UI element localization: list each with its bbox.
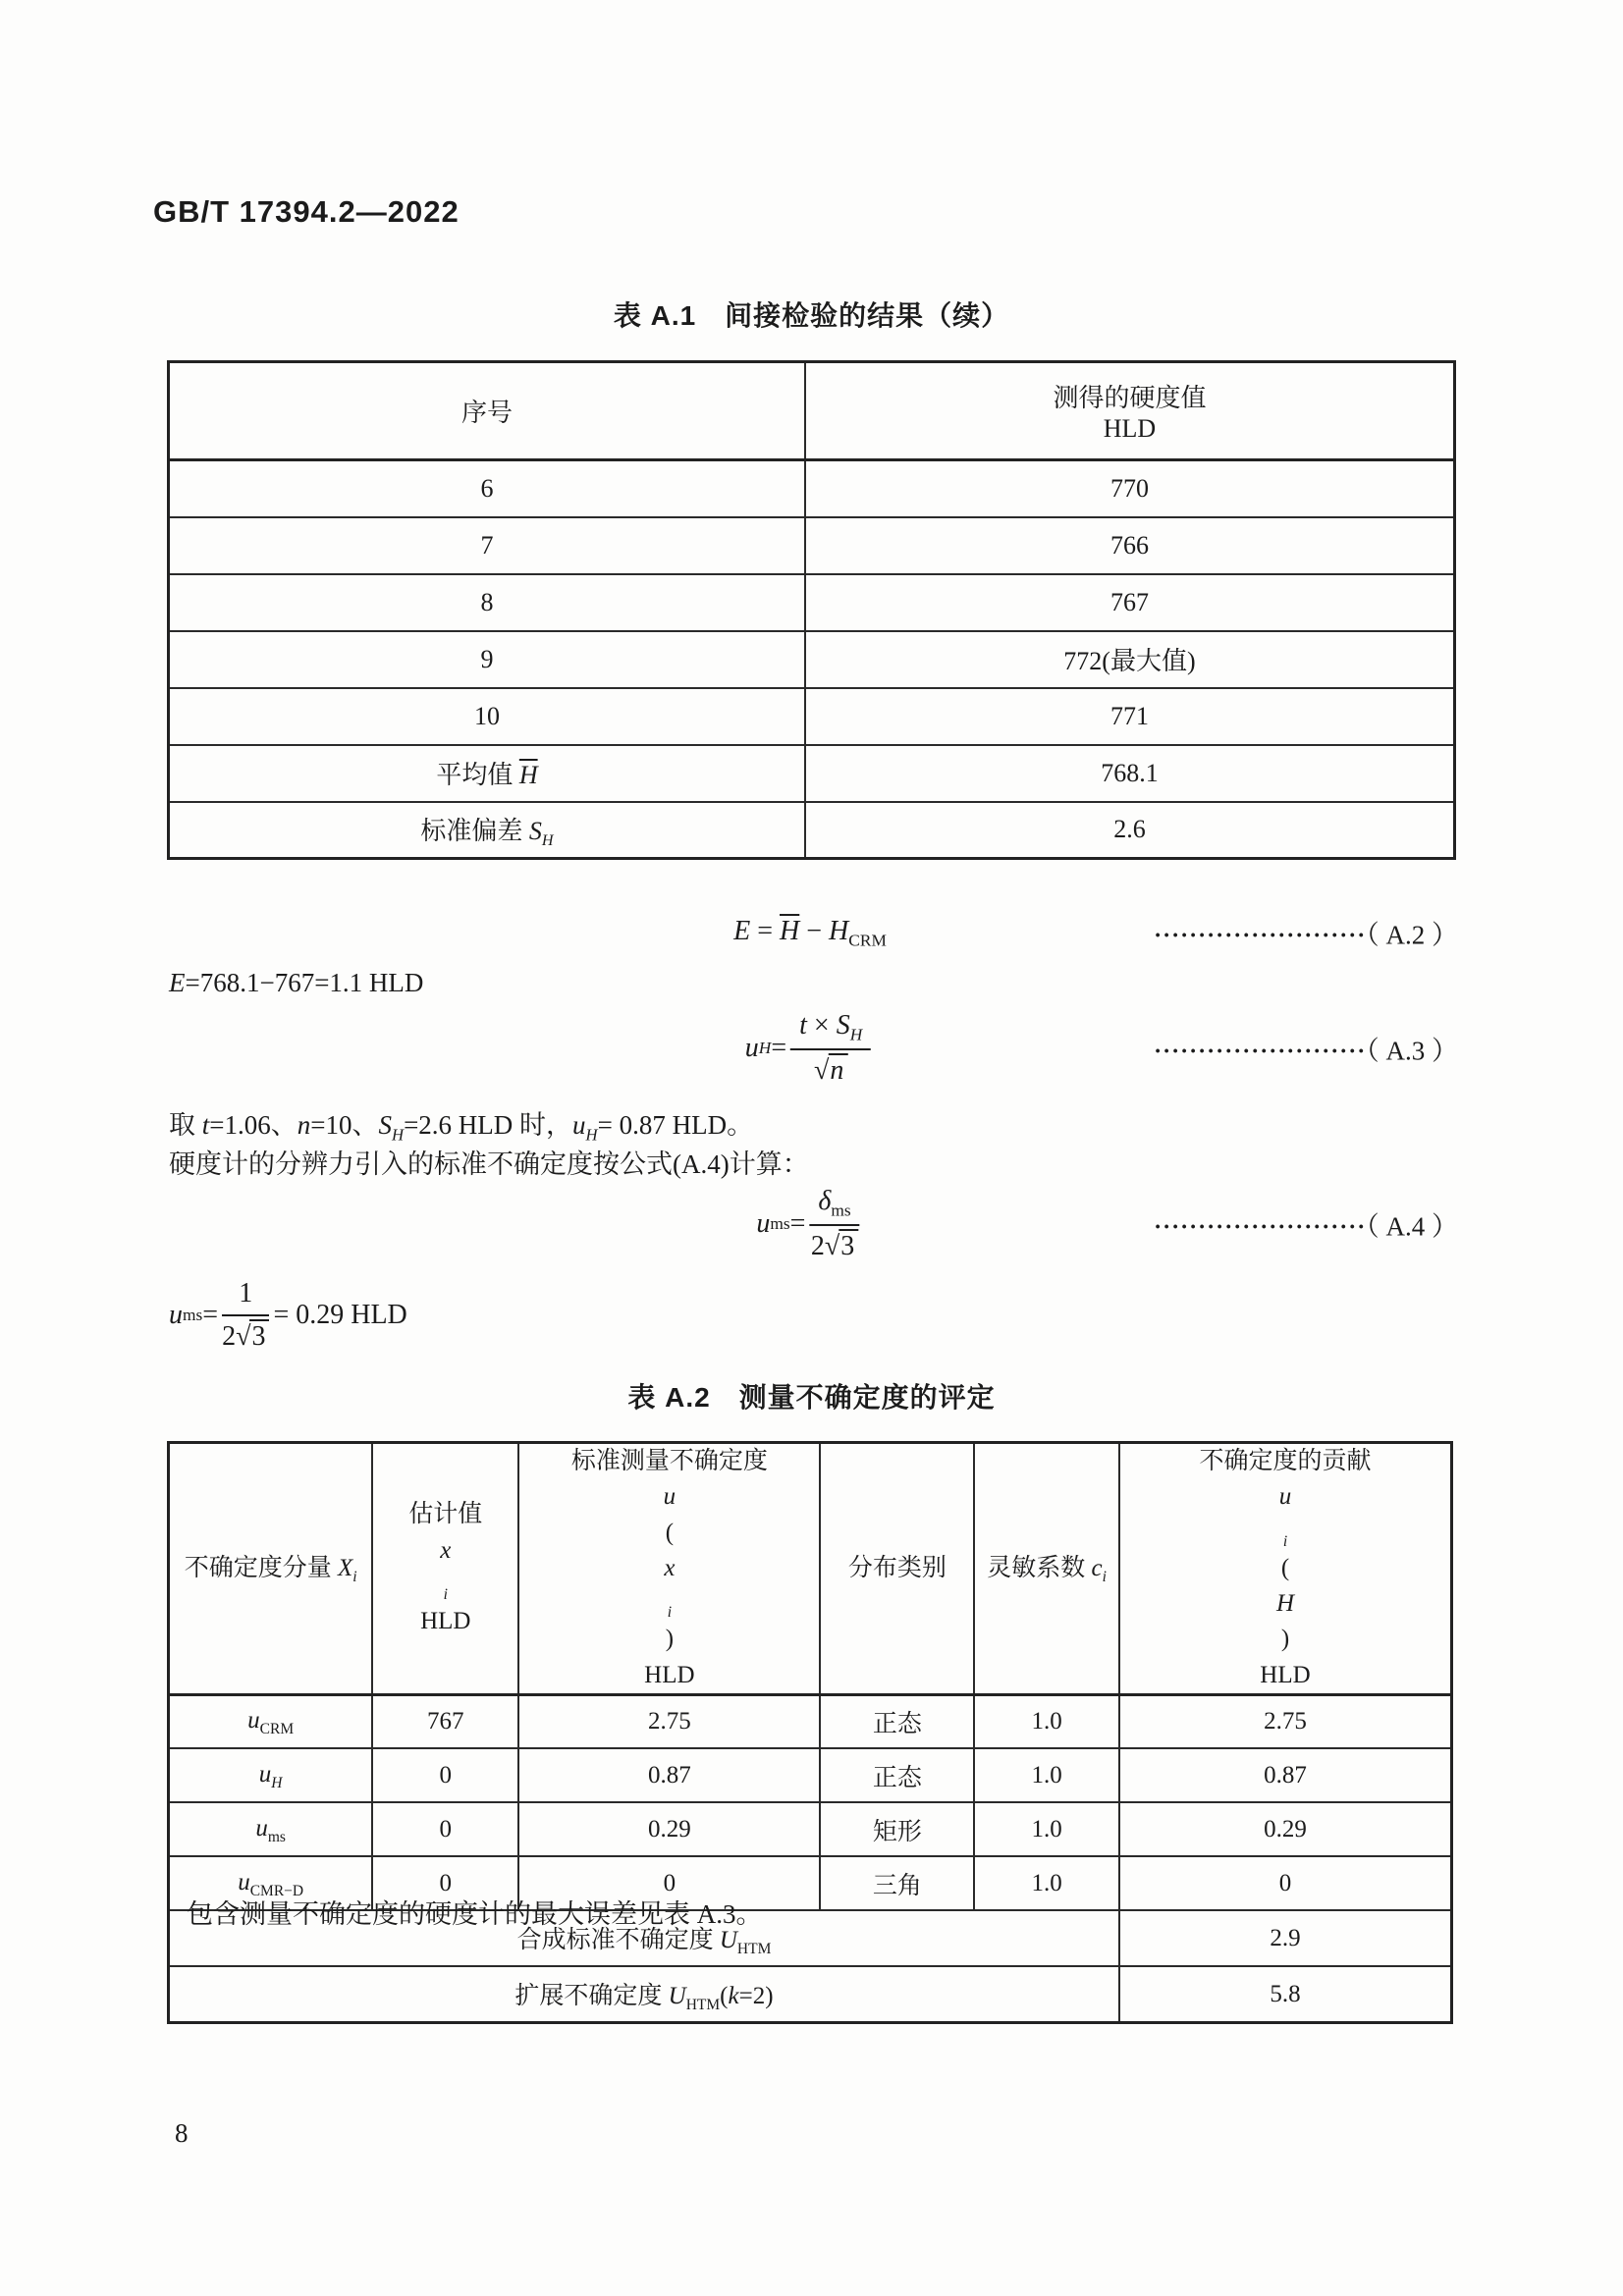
estimate-value: 767 — [372, 1694, 518, 1748]
fraction-numerator — [809, 1186, 859, 1226]
equation-a4 — [756, 1186, 863, 1262]
eq-var-sub: i — [1282, 1532, 1288, 1550]
component-symbol — [169, 1802, 373, 1856]
std-dev-row — [169, 802, 1455, 859]
leader-dots: ························ — [1154, 1039, 1367, 1065]
radicand: 3 — [839, 1229, 858, 1261]
eq-var: u — [744, 1032, 759, 1063]
eq-var: t — [799, 1010, 807, 1041]
col-header-component — [169, 1443, 373, 1695]
label-text: 合成标准不确定度 — [516, 1927, 720, 1953]
fraction-numerator — [222, 1278, 269, 1316]
eq-var: u — [572, 1110, 586, 1140]
eq-var: E — [169, 968, 186, 997]
row-value: 770 — [805, 460, 1455, 517]
col-header-distribution: 分布类别 — [820, 1443, 974, 1695]
eq-var: E — [733, 916, 751, 947]
sensitivity-value: 1.0 — [974, 1748, 1119, 1802]
eq-var-sub: CMR−D — [249, 1882, 304, 1899]
header-unit: HLD — [644, 1661, 695, 1688]
estimate-value: 0 — [372, 1802, 518, 1856]
header-line1 — [373, 1497, 517, 1604]
distribution-type: 正态 — [820, 1748, 974, 1802]
eq-coeff: 2 — [222, 1321, 237, 1352]
eq-var-sub: ms — [770, 1214, 790, 1234]
eq-var: c — [1091, 1554, 1103, 1581]
eq-var-sub: H — [271, 1774, 283, 1791]
eq-var: u — [1278, 1483, 1292, 1511]
eq-var-sub: H — [585, 1125, 598, 1145]
sensitivity-value: 1.0 — [974, 1856, 1119, 1910]
row-value: 767 — [805, 574, 1455, 631]
row-value: 772(最大值) — [805, 631, 1455, 688]
row-no: 7 — [169, 517, 805, 574]
expanded-uncertainty-row — [169, 1966, 1452, 2022]
eq-var-sub: ms — [267, 1828, 286, 1845]
row-no: 8 — [169, 574, 805, 631]
eq-var-sub: H — [849, 1025, 863, 1044]
equation-a4-number — [1154, 1205, 1458, 1244]
fraction-denominator — [814, 1050, 847, 1087]
eq-var-sub: ms — [183, 1306, 203, 1325]
leader-dots: ························ — [1154, 1214, 1367, 1241]
col-header-contribution — [1119, 1443, 1452, 1695]
eq-number: （ A.4 ） — [1366, 1211, 1458, 1242]
fraction — [809, 1186, 859, 1262]
eq-op: = — [789, 1207, 806, 1239]
table-a1-header-row — [169, 362, 1455, 460]
equation-a3 — [745, 1010, 875, 1087]
fraction — [222, 1278, 269, 1353]
sensitivity-value: 1.0 — [974, 1694, 1119, 1748]
eq-var-sub: CRM — [848, 931, 887, 950]
eq-var: u — [169, 1300, 183, 1330]
page-number: 8 — [175, 2118, 189, 2148]
contribution-value: 0 — [1119, 1856, 1452, 1910]
col-header-std-uncertainty — [518, 1443, 820, 1695]
label-text: 扩展不确定度 — [514, 1982, 669, 2009]
leader-dots: ························ — [1154, 923, 1367, 949]
component-symbol — [169, 1748, 373, 1802]
eq-var: u — [238, 1868, 250, 1896]
eq-var-sub: H — [391, 1125, 405, 1145]
a4-intro-line: 硬度计的分辨力引入的标准不确定度按公式(A.4)计算： — [169, 1149, 809, 1179]
eq-var: H — [829, 916, 849, 947]
eq-var: k — [728, 1982, 739, 2009]
label-text: 标准偏差 — [420, 816, 529, 845]
uncertainty-value: 0.29 — [518, 1802, 820, 1856]
equation-a2-line — [162, 907, 1458, 958]
col-header-sensitivity — [974, 1443, 1119, 1695]
text-fragment: =10、 — [310, 1110, 379, 1140]
paren: ( — [720, 1982, 729, 2009]
paren: ) — [665, 1626, 675, 1653]
header-text: 灵敏系数 — [987, 1554, 1092, 1581]
header-line1 — [1120, 1444, 1450, 1658]
equation-a4-line — [162, 1170, 1458, 1278]
closing-note: 包含测量不确定度的硬度计的最大误差见表 A.3。 — [187, 1899, 763, 1929]
eq-number: （ A.3 ） — [1366, 1036, 1458, 1066]
h-bar-symbol: $\overline{H}$ — [518, 761, 538, 789]
header-unit: HLD — [420, 1608, 471, 1635]
table-a1-col1-header: 序号 — [169, 362, 805, 460]
contribution-value: 0.29 — [1119, 1802, 1452, 1856]
label-text: 平均值 — [436, 761, 519, 789]
header-text: 估计值 — [408, 1501, 483, 1528]
radical-sign: √ — [236, 1321, 251, 1352]
table-a2 — [167, 1441, 1453, 2024]
eq-var: x — [440, 1536, 452, 1564]
text-fragment: =2.6 HLD 时， — [404, 1110, 573, 1140]
eq-var-sub: HTM — [685, 1996, 721, 2013]
table-a1-col2-header — [805, 362, 1455, 460]
fraction — [790, 1010, 871, 1087]
table-a1-col2-header-line2: HLD — [1103, 414, 1157, 443]
table-a1 — [167, 360, 1456, 860]
eq-var: U — [719, 1927, 737, 1953]
col-header-estimate — [372, 1443, 518, 1695]
eq-var: u — [255, 1814, 268, 1842]
eq-var: u — [247, 1706, 260, 1734]
mean-row-value: 768.1 — [805, 745, 1455, 802]
eq-var-sub: HTM — [736, 1941, 772, 1957]
radical-sign: √ — [813, 1054, 830, 1086]
table-a2-title: 表 A.2 测量不确定度的评定 — [627, 1382, 996, 1413]
mean-row-label — [169, 745, 805, 802]
a3-note-line — [169, 1103, 753, 1144]
table-row — [169, 574, 1455, 631]
uncertainty-value: 0.87 — [518, 1748, 820, 1802]
standard-number-header: GB/T 17394.2—2022 — [153, 194, 460, 229]
eq-var: u — [756, 1207, 771, 1239]
eq-coeff: 2 — [810, 1230, 825, 1261]
header-text: 不确定度分量 — [184, 1554, 338, 1581]
eq-var: u — [663, 1483, 676, 1511]
fraction-denominator — [811, 1226, 858, 1262]
table-row — [169, 517, 1455, 574]
distribution-type: 矩形 — [820, 1802, 974, 1856]
component-symbol — [169, 1694, 373, 1748]
equation-a2-number — [1154, 914, 1458, 952]
equation-a3-line — [162, 993, 1458, 1103]
estimate-value: 0 — [372, 1856, 518, 1910]
eq-var: H — [1275, 1590, 1294, 1617]
s-symbol: S — [528, 816, 542, 845]
eq-op: = — [202, 1300, 219, 1330]
equation-a4-result — [169, 1266, 407, 1364]
row-no: 10 — [169, 688, 805, 745]
distribution-type: 正态 — [820, 1694, 974, 1748]
radicand: n — [828, 1053, 847, 1086]
table-row — [169, 460, 1455, 517]
mean-row — [169, 745, 1455, 802]
text-fragment: 取 — [169, 1110, 202, 1140]
eq-var: x — [664, 1554, 676, 1581]
eq-var-sub: i — [1102, 1568, 1107, 1585]
eq-var: U — [668, 1982, 686, 2009]
h-bar-symbol: $\overline{H}$ — [780, 916, 800, 947]
expanded-uncertainty-value: 5.8 — [1119, 1966, 1452, 2022]
table-a1-col2-header-line1: 测得的硬度值 — [1053, 384, 1207, 412]
eq-var: S — [836, 1010, 850, 1041]
table-row — [169, 1748, 1452, 1802]
eq-var: t — [201, 1110, 210, 1140]
header-text: 不确定度的贡献 — [1199, 1448, 1372, 1474]
table-a1-title: 表 A.1 间接检验的结果（续） — [613, 300, 1010, 331]
eq-var: u — [258, 1760, 272, 1788]
expanded-uncertainty-label — [169, 1966, 1119, 2022]
eq-var: S — [378, 1110, 392, 1140]
eq-op: − — [799, 916, 830, 947]
eq-var-sub: CRM — [259, 1720, 295, 1737]
table-row — [169, 688, 1455, 745]
equation-a3-number — [1154, 1030, 1458, 1068]
table-row — [169, 631, 1455, 688]
radicand: 3 — [249, 1319, 269, 1352]
fraction-numerator — [790, 1010, 871, 1050]
eq-var-sub: i — [443, 1585, 448, 1603]
equation-a2 — [733, 916, 887, 949]
eq-var: n — [297, 1110, 311, 1140]
eq-var: X — [337, 1554, 353, 1581]
paren: ) — [1280, 1626, 1290, 1653]
eq-coeff: 1 — [239, 1278, 253, 1308]
eq-op: × — [806, 1010, 837, 1041]
eq-var-sub: i — [352, 1568, 357, 1585]
eq-var-sub: ms — [831, 1201, 851, 1220]
text-fragment: =1.06、 — [209, 1110, 298, 1140]
row-value: 766 — [805, 517, 1455, 574]
header-unit: HLD — [1260, 1661, 1311, 1688]
paren: ( — [665, 1519, 675, 1546]
eq-var-sub: i — [667, 1604, 673, 1621]
s-symbol-sub: H — [541, 831, 554, 849]
eq-var: δ — [818, 1186, 832, 1217]
combined-uncertainty-value: 2.9 — [1119, 1910, 1452, 1966]
text-fragment: =768.1−767=1.1 HLD — [185, 968, 424, 997]
uncertainty-value: 0 — [518, 1856, 820, 1910]
distribution-type: 三角 — [820, 1856, 974, 1910]
row-no: 9 — [169, 631, 805, 688]
std-dev-row-label — [169, 802, 805, 859]
contribution-value: 0.87 — [1119, 1748, 1452, 1802]
eq-op: = — [750, 916, 781, 947]
fraction-denominator — [222, 1316, 269, 1353]
eq-number: （ A.2 ） — [1366, 920, 1458, 950]
table-row — [169, 1694, 1452, 1748]
eq-op: = — [771, 1032, 787, 1063]
estimate-value: 0 — [372, 1748, 518, 1802]
eq-var-sub: H — [758, 1039, 772, 1058]
uncertainty-value: 2.75 — [518, 1694, 820, 1748]
contribution-value: 2.75 — [1119, 1694, 1452, 1748]
paren: =2) — [738, 1982, 774, 2009]
header-text: 标准测量不确定度 — [570, 1448, 768, 1474]
text-fragment: = 0.87 HLD。 — [597, 1110, 754, 1140]
header-line1 — [519, 1444, 819, 1658]
radical-sign: √ — [824, 1230, 840, 1261]
table-row — [169, 1802, 1452, 1856]
paren: ( — [1280, 1554, 1290, 1581]
sensitivity-value: 1.0 — [974, 1802, 1119, 1856]
row-value: 771 — [805, 688, 1455, 745]
row-no: 6 — [169, 460, 805, 517]
table-a2-header-row — [169, 1443, 1452, 1695]
text-fragment: = 0.29 HLD — [273, 1300, 407, 1330]
std-dev-row-value: 2.6 — [805, 802, 1455, 859]
